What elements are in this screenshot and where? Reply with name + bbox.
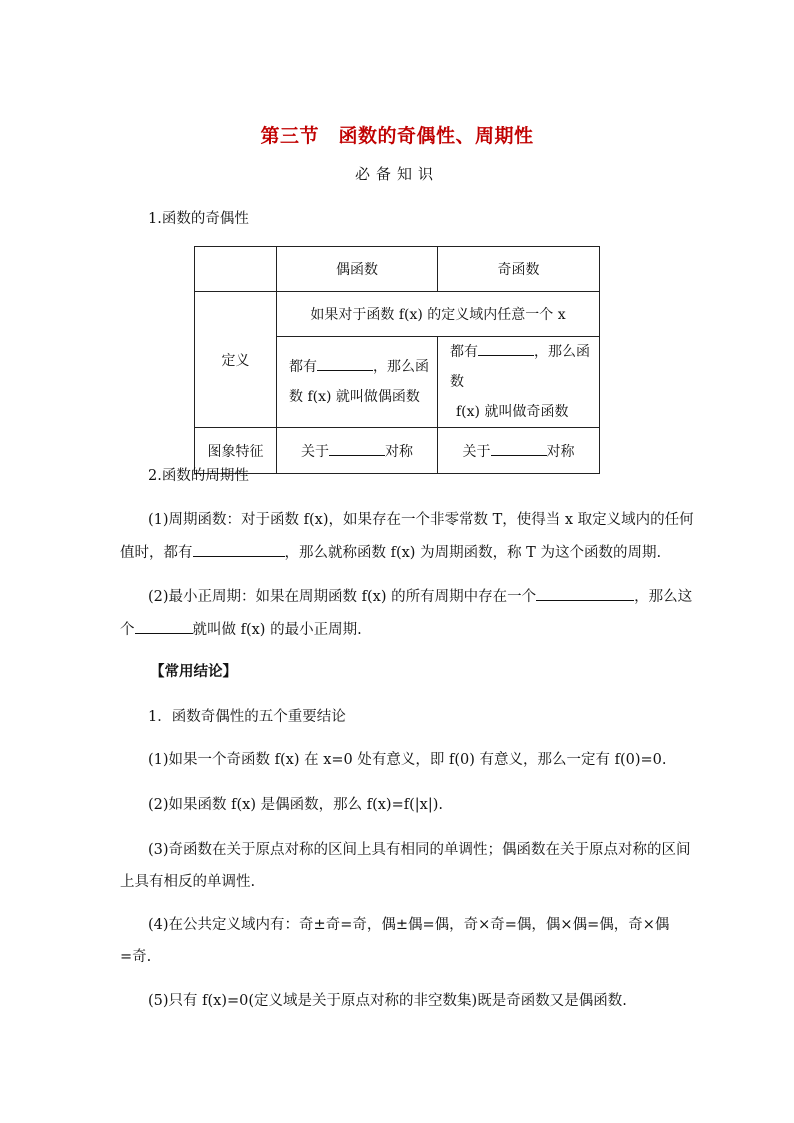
conclusion-5: (5)只有 f(x)=0(定义域是关于原点对称的非空数集)既是奇函数又是偶函数. [148,993,627,1009]
table-even-graph: 关于 对称 [277,428,438,474]
page-title: 第三节 函数的奇偶性、周期性 [260,125,534,147]
conclusion-3-line-2: 上具有相反的单调性. [120,874,256,890]
periodic-def-line-1: (1)周期函数：对于函数 f(x)，如果存在一个非零常数 T，使得当 x 取定义域内的任何 [148,512,694,528]
table-row-definition [195,292,600,337]
conclusion-1: (1)如果一个奇函数 f(x) 在 x=0 处有意义，即 f(0) 有意义，那么一定有 f(0)=0. [148,752,667,768]
conclusion-4-line-1: (4)在公共定义域内有：奇±奇=奇，偶±偶=偶，奇×奇=偶，偶×偶=偶，奇×偶 [148,917,670,933]
section-1-heading: 1.函数的奇偶性 [148,211,249,227]
conclusion-4-line-2: =奇. [120,949,152,965]
table-odd-definition: 都有 ，那么函数 f(x) 就叫做奇函数 [438,337,600,428]
blank-odd-symmetry [491,441,547,456]
conclusions-subheading: 1．函数奇偶性的五个重要结论 [148,709,346,725]
blank-even-condition [317,356,373,371]
blank-odd-condition [478,341,534,356]
table-header-row [195,247,600,292]
blank-even-symmetry [329,441,385,456]
blank-periodic-condition [193,542,285,557]
conclusion-3-line-1: (3)奇函数在关于原点对称的区间上具有相同的单调性；偶函数在关于原点对称的区间 [148,842,691,858]
conclusion-2: (2)如果函数 f(x) 是偶函数，那么 f(x)=f(|x|). [148,797,443,813]
table-header-even: 偶函数 [277,247,438,292]
blank-min-period-name [135,619,193,634]
table-row-label-definition: 定义 [195,292,277,428]
table-definition-common: 如果对于函数 f(x) 的定义域内任意一个 x [277,292,600,337]
min-period-line-1: (2)最小正周期：如果在周期函数 f(x) 的所有周期中存在一个 ，那么这 [148,586,692,607]
table-even-definition: 都有 ，那么函 数 f(x) 就叫做偶函数 [277,337,438,428]
section-2-heading: 2.函数的周期性 [148,468,249,484]
table-row-graph [195,428,600,474]
blank-min-period [536,586,634,601]
table-row-label-graph: 图象特征 [195,428,277,474]
table-header-odd: 奇函数 [438,247,600,292]
table-odd-graph: 关于 对称 [438,428,600,474]
parity-table [194,246,600,474]
periodic-def-line-2: 值时，都有 ，那么就称函数 f(x) 为周期函数，称 T 为这个函数的周期. [120,542,661,563]
conclusions-heading: 【常用结论】 [150,664,237,680]
table-corner-cell [195,247,277,292]
min-period-line-2: 个 就叫做 f(x) 的最小正周期. [120,619,362,640]
section-subtitle: 必备知识 [354,165,439,183]
